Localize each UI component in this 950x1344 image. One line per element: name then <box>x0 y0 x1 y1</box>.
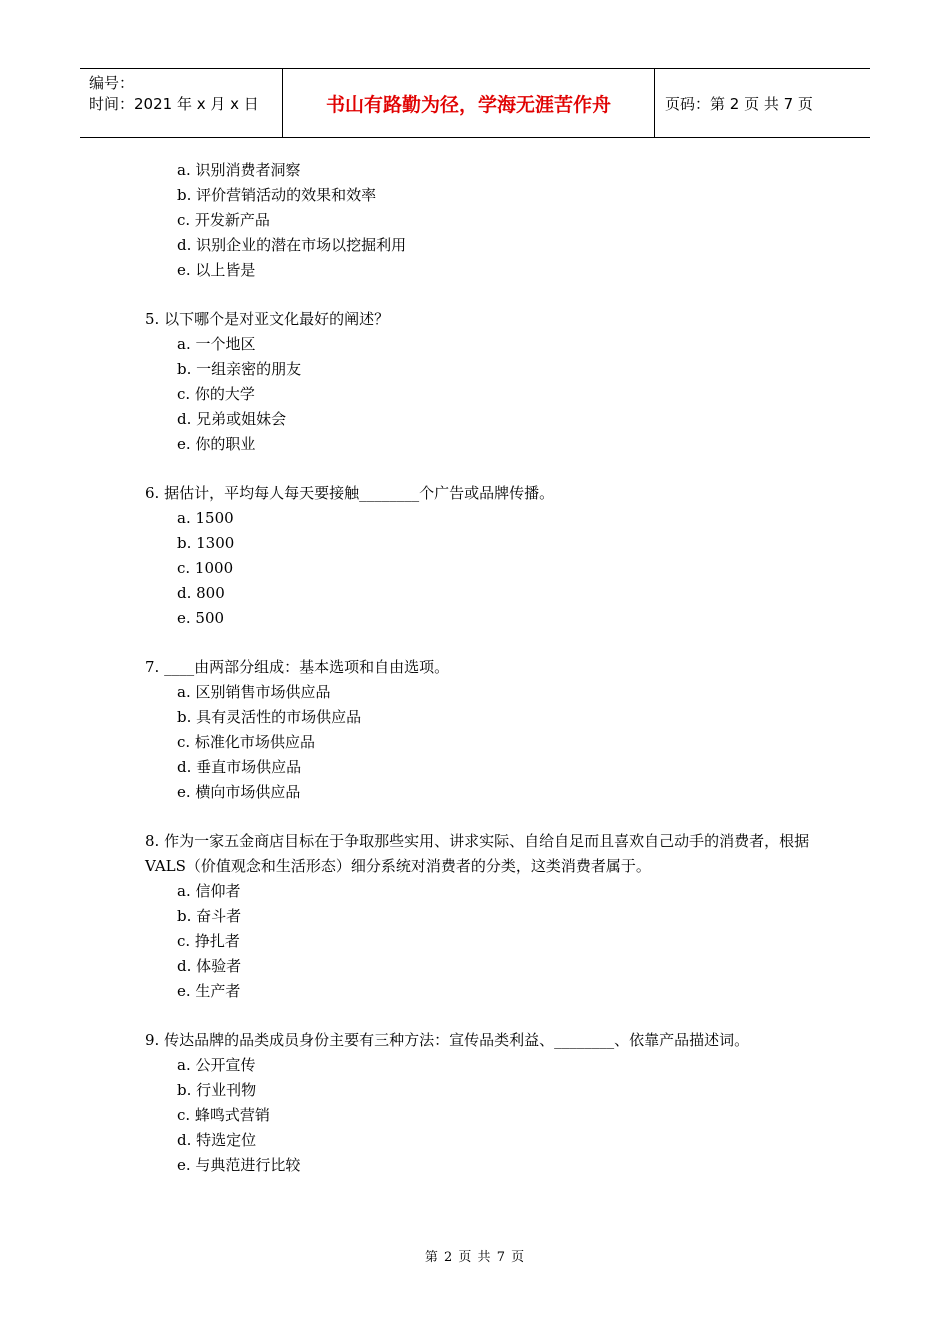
option: b. 1300 <box>177 534 235 552</box>
header-page-info: 页码：第 2 页 共 7 页 <box>665 94 813 113</box>
number-label: 编号： <box>89 74 135 92</box>
page-header <box>80 68 870 138</box>
page-footer: 第 2 页 共 7 页 <box>424 1250 526 1265</box>
option: e. 以上皆是 <box>177 261 256 279</box>
option: c. 1000 <box>177 559 234 577</box>
option: c. 开发新产品 <box>177 211 270 229</box>
option: c. 标准化市场供应品 <box>177 733 315 751</box>
option: c. 蜂鸣式营销 <box>177 1106 270 1124</box>
option: a. 公开宣传 <box>177 1056 256 1074</box>
question-text: 8. 作为一家五金商店目标在于争取那些实用、讲求实际、自给自足而且喜欢自己动手的消费者，根据 VALS（价值观念和生活形态）细分系统对消费者的分类，这类消费者属于。 <box>145 832 810 875</box>
option: a. 区别销售市场供应品 <box>177 683 331 701</box>
option: d. 垂直市场供应品 <box>177 758 302 776</box>
option: d. 兄弟或姐妹会 <box>177 410 287 428</box>
option: b. 一组亲密的朋友 <box>177 360 302 378</box>
question-text: 7. ____由两部分组成：基本选项和自由选项。 <box>145 658 450 676</box>
question-text: 6. 据估计，平均每人每天要接触________个广告或品牌传播。 <box>145 484 555 502</box>
option: a. 1500 <box>177 509 234 527</box>
option: d. 体验者 <box>177 957 242 975</box>
option: a. 信仰者 <box>177 882 241 900</box>
question-text: 9. 传达品牌的品类成员身份主要有三种方法：宣传品类利益、________、依靠产品描述词。 <box>145 1031 750 1049</box>
question-7 <box>145 655 815 805</box>
option: b. 具有灵活性的市场供应品 <box>177 708 362 726</box>
option: b. 行业刊物 <box>177 1081 257 1099</box>
option: d. 识别企业的潜在市场以挖掘利用 <box>177 236 407 254</box>
option: e. 与典范进行比较 <box>177 1156 301 1174</box>
option: a. 一个地区 <box>177 335 256 353</box>
option: a. 识别消费者洞察 <box>177 161 301 179</box>
time-label: 时间：2021 年 x 月 x 日 <box>89 95 259 113</box>
lead-options <box>145 158 815 283</box>
question-6 <box>145 481 815 631</box>
option: c. 你的大学 <box>177 385 255 403</box>
question-8 <box>145 829 815 1004</box>
option: d. 800 <box>177 584 225 602</box>
option: b. 奋斗者 <box>177 907 242 925</box>
question-5 <box>145 307 815 457</box>
option: d. 特选定位 <box>177 1131 257 1149</box>
option: e. 500 <box>177 609 225 627</box>
header-info <box>80 69 282 137</box>
question-9 <box>145 1028 815 1178</box>
option: c. 挣扎者 <box>177 932 240 950</box>
option: b. 评价营销活动的效果和效率 <box>177 186 377 204</box>
question-text: 5. 以下哪个是对亚文化最好的阐述？ <box>145 310 390 328</box>
option: e. 生产者 <box>177 982 241 1000</box>
option: e. 你的职业 <box>177 435 256 453</box>
header-motto: 书山有路勤为径，学海无涯苦作舟 <box>282 69 655 137</box>
document-body <box>145 158 815 1178</box>
option: e. 横向市场供应品 <box>177 783 301 801</box>
